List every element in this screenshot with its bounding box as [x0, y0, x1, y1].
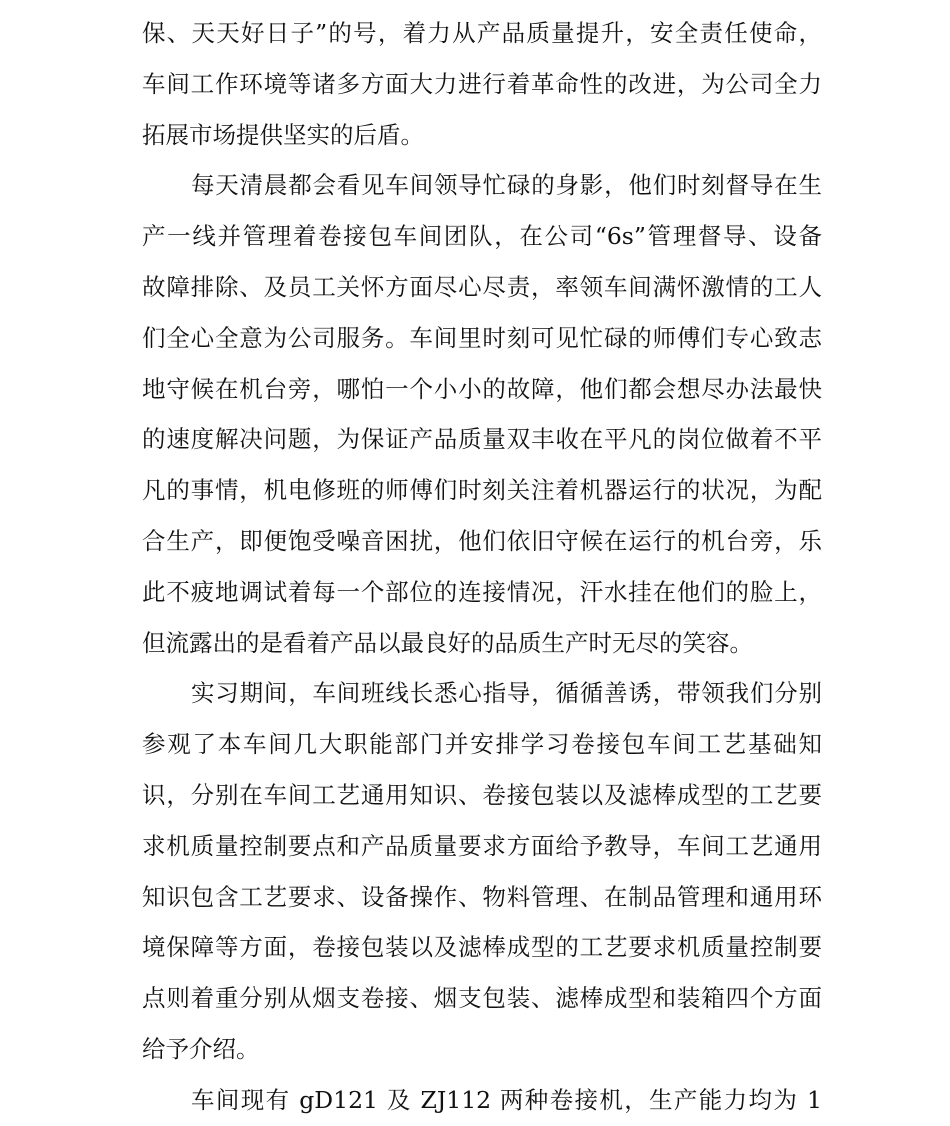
- text-line: 点则着重分别从烟支卷接、烟支包装、滤棒成型和装箱四个方面: [142, 984, 822, 1013]
- text-line: 们全心全意为公司服务。车间里时刻可见忙碌的师傅们专心致志: [142, 323, 822, 352]
- paragraph-first-line: 每天清晨都会看见车间领导忙碌的身影，他们时刻督导在生: [191, 171, 822, 200]
- text-line: 参观了本车间几大职能部门并安排学习卷接包车间工艺基础知: [142, 730, 822, 759]
- text-line: 保、天天好日子”的号，着力从产品质量提升，安全责任使命，: [142, 19, 822, 47]
- paragraph-first-line: 车间现有 gD121 及 ZJ112 两种卷接机，生产能力均为 1: [191, 1085, 822, 1114]
- paragraph-first-line: 实习期间，车间班线长悉心指导，循循善诱，带领我们分别: [191, 679, 822, 708]
- text-line: 境保障等方面，卷接包装以及滤棒成型的工艺要求机质量控制要: [142, 933, 822, 962]
- text-line: 凡的事情，机电修班的师傅们时刻关注着机器运行的状况，为配: [142, 476, 822, 505]
- text-line: 故障排除、及员工关怀方面尽心尽责，率领车间满怀激情的工人: [142, 272, 822, 301]
- text-line: 合生产，即便饱受噪音困扰，他们依旧守候在运行的机台旁，乐: [142, 526, 822, 555]
- text-line: 拓展市场提供坚实的后盾。: [142, 120, 424, 149]
- text-line: 此不疲地调试着每一个部位的连接情况，汗水挂在他们的脸上，: [142, 577, 822, 606]
- text-line: 地守候在机台旁，哪怕一个小小的故障，他们都会想尽办法最快: [142, 374, 822, 403]
- text-line: 识，分别在车间工艺通用知识、卷接包装以及滤棒成型的工艺要: [142, 780, 822, 809]
- text-line: 的速度解决问题，为保证产品质量双丰收在平凡的岗位做着不平: [142, 425, 822, 454]
- text-line: 给予介绍。: [142, 1034, 260, 1063]
- body-text: [142, 8, 822, 1126]
- text-line: 知识包含工艺要求、设备操作、物料管理、在制品管理和通用环: [142, 882, 822, 911]
- text-line: 但流露出的是看着产品以最良好的品质生产时无尽的笑容。: [142, 628, 753, 657]
- text-line: 产一线并管理着卷接包车间团队，在公司“6s”管理督导、设备: [142, 222, 822, 251]
- text-line: 求机质量控制要点和产品质量要求方面给予教导，车间工艺通用: [142, 831, 822, 860]
- text-line: 车间工作环境等诸多方面大力进行着革命性的改进，为公司全力: [142, 69, 822, 98]
